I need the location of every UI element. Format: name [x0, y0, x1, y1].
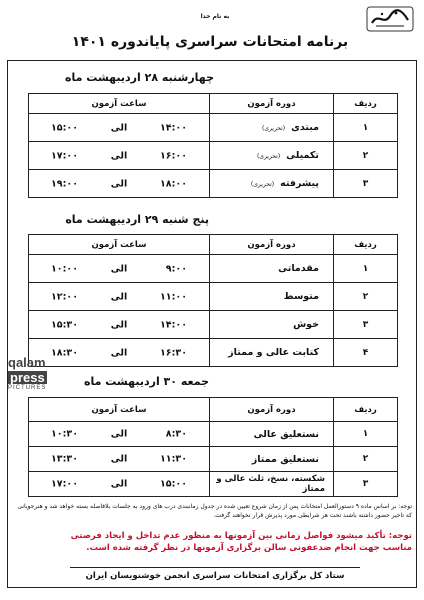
course-note: (تحریری) — [256, 153, 281, 160]
section-title-day1: چهارشنبه ۲۸ اردیبهشت ماه — [65, 71, 214, 84]
time-cell — [29, 311, 210, 339]
end-time: ۱۵:۰۰ — [51, 122, 78, 133]
start-time: ۱۶:۳۰ — [160, 347, 187, 358]
start-time: ۱۱:۰۰ — [160, 291, 187, 302]
disinfection-note: توجه: تأکید میشود فواصل زمانی بین آزمونها به منظور عدم تداخل و ایجاد فرصتی مناسب جهت انجام ضدعفونی سالن برگزاری آزمونها در نظر گرفته شده است. — [70, 531, 412, 554]
header-time: ساعت آزمون — [29, 235, 210, 255]
course-name: پیشرفته — [280, 178, 319, 189]
row-number: ۴ — [334, 339, 398, 367]
time-cell — [29, 422, 210, 447]
start-time: ۸:۳۰ — [165, 428, 187, 440]
end-time: ۱۰:۳۰ — [51, 428, 78, 440]
section-title-day3: جمعه ۳۰ اردیبهشت ماه — [83, 375, 209, 388]
course-cell — [210, 114, 334, 142]
time-separator: الی — [110, 319, 128, 330]
start-time: ۱۸:۰۰ — [160, 178, 187, 189]
time-cell — [29, 283, 210, 311]
entry-rule-note: توجه: بر اساس ماده ۹ دستورالعمل امتحانات پس از زمان شروع تعیین شده در جدول زمانبندی درب های ورود به جلسات بلافاصله بسته خواهد شد و هنرجویانی که تاخیر حضور داشته باشند تحت هر شرایطی مورد پذیرش قرار نخواهند گرفت. — [17, 503, 412, 519]
end-time: ۱۷:۰۰ — [51, 150, 78, 161]
table-row — [29, 114, 398, 142]
course-cell — [210, 142, 334, 170]
row-number: ۲ — [334, 283, 398, 311]
time-cell — [29, 142, 210, 170]
header-row-number: ردیف — [334, 398, 398, 422]
course-cell — [210, 170, 334, 198]
row-number: ۱ — [334, 422, 398, 447]
schedule-table-day3 — [28, 397, 398, 497]
time-separator: الی — [110, 178, 128, 189]
bismillah: به نام خدا — [200, 13, 230, 20]
time-separator: الی — [110, 291, 128, 302]
row-number: ۲ — [334, 447, 398, 472]
start-time: ۱۵:۰۰ — [160, 478, 187, 490]
page-title: برنامه امتحانات سراسری پایاندوره ۱۴۰۱ — [71, 34, 349, 50]
table-header-row — [29, 235, 398, 255]
end-time: ۱۸:۳۰ — [51, 347, 78, 358]
end-time: ۱۰:۰۰ — [51, 263, 78, 274]
row-number: ۲ — [334, 142, 398, 170]
table-row — [29, 339, 398, 367]
calligraphy-logo-icon — [366, 6, 414, 32]
table-row — [29, 170, 398, 198]
time-cell — [29, 255, 210, 283]
header-row-number: ردیف — [334, 235, 398, 255]
row-number: ۳ — [334, 170, 398, 198]
header-course: دوره آزمون — [210, 398, 334, 422]
row-number: ۱ — [334, 255, 398, 283]
row-number: ۱ — [334, 114, 398, 142]
course-name: مقدماتی — [210, 255, 334, 283]
watermark-line1: qalam — [8, 355, 46, 370]
time-cell — [29, 114, 210, 142]
time-cell — [29, 472, 210, 497]
end-time: ۱۳:۳۰ — [51, 453, 78, 465]
header-row-number: ردیف — [334, 94, 398, 114]
watermark-line2: press — [10, 370, 45, 385]
schedule-table-day2 — [28, 234, 398, 367]
table-header-row — [29, 94, 398, 114]
time-separator: الی — [110, 150, 128, 161]
start-time: ۱۴:۰۰ — [160, 319, 187, 330]
course-note: (تحریری) — [261, 125, 286, 132]
row-number: ۳ — [334, 472, 398, 497]
header-course: دوره آزمون — [210, 94, 334, 114]
time-separator: الی — [110, 263, 128, 274]
course-name: خوش — [210, 311, 334, 339]
course-name: نستعلیق ممتاز — [210, 447, 334, 472]
course-name: نستعلیق عالی — [210, 422, 334, 447]
time-separator: الی — [110, 428, 128, 440]
table-row — [29, 142, 398, 170]
press-watermark — [8, 356, 66, 391]
course-note: (تحریری) — [250, 181, 275, 188]
row-number: ۳ — [334, 311, 398, 339]
schedule-table-day1 — [28, 93, 398, 198]
end-time: ۱۷:۰۰ — [51, 478, 78, 490]
course-name: تکمیلی — [286, 150, 319, 161]
watermark-line3: PICTURES — [8, 385, 47, 391]
time-cell — [29, 447, 210, 472]
table-row — [29, 472, 398, 497]
table-row — [29, 283, 398, 311]
start-time: ۹:۰۰ — [165, 263, 187, 274]
end-time: ۱۵:۳۰ — [51, 319, 78, 330]
header-course: دوره آزمون — [210, 235, 334, 255]
course-name: شکسته، نسخ، ثلث عالی و ممتاز — [210, 472, 334, 497]
time-separator: الی — [110, 453, 128, 465]
table-row — [29, 447, 398, 472]
organizer-footer: ستاد کل برگزاری امتحانات سراسری انجمن خوشنویسان ایران — [70, 567, 360, 581]
time-separator: الی — [110, 347, 128, 358]
time-cell — [29, 170, 210, 198]
section-title-day2: پنج شنبه ۲۹ اردیبهشت ماه — [65, 213, 209, 226]
time-separator: الی — [110, 122, 128, 133]
association-logo — [366, 6, 414, 32]
time-separator: الی — [110, 478, 128, 490]
start-time: ۱۶:۰۰ — [160, 150, 187, 161]
end-time: ۱۹:۰۰ — [51, 178, 78, 189]
header-time: ساعت آزمون — [29, 94, 210, 114]
course-name: مبتدی — [291, 122, 319, 133]
table-header-row — [29, 398, 398, 422]
header-time: ساعت آزمون — [29, 398, 210, 422]
start-time: ۱۱:۳۰ — [160, 453, 187, 465]
table-row — [29, 255, 398, 283]
course-name: متوسط — [210, 283, 334, 311]
table-row — [29, 422, 398, 447]
end-time: ۱۲:۰۰ — [51, 291, 78, 302]
course-name: کتابت عالی و ممتاز — [210, 339, 334, 367]
table-row — [29, 311, 398, 339]
start-time: ۱۴:۰۰ — [160, 122, 187, 133]
